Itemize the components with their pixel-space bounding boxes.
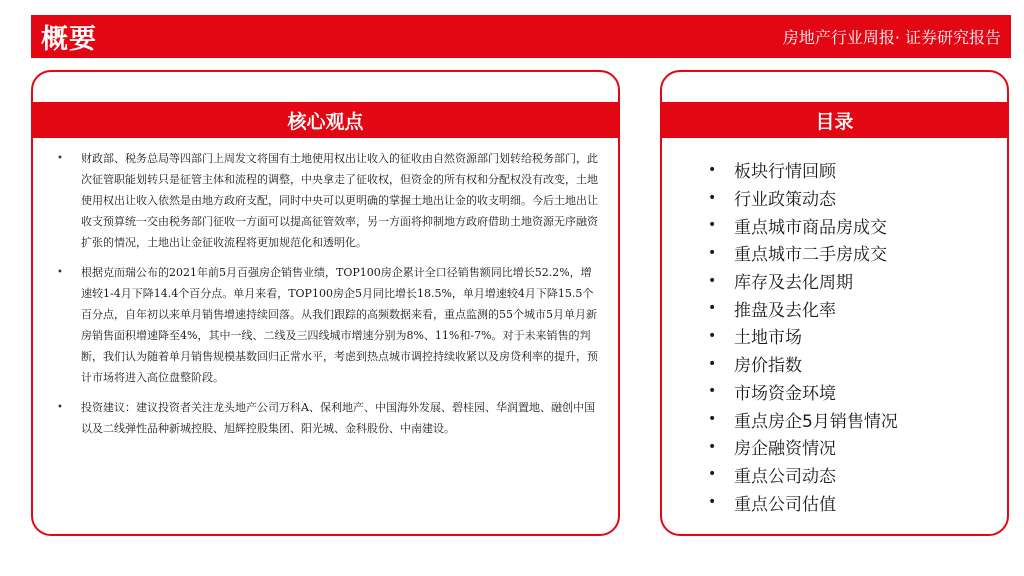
toc-item-label: 推盘及去化率 [734, 300, 836, 321]
toc-item[interactable] [708, 350, 898, 378]
core-point [53, 397, 600, 439]
toc-item[interactable] [708, 322, 898, 350]
toc-item-label: 房企融资情况 [734, 439, 836, 460]
bullet-icon: • [708, 244, 717, 261]
core-point-text: 根据克而瑞公布的2021年前5月百强房企销售业绩，TOP100房企累计全口径销售额同比增长52.2%，增速较1-4月下降14.4个百分点。单月来看，TOP100房企5月同比增长18.5%，单月增速较4月下降15.5个百分点，自年初以来单月销售增速持续回落。从我们跟踪的高频数据来看，重点监测的55个城市5月单月新房销售面积增速降至4%，其中一线、二线及三四线城市增速分别为8%、11%和-7%。对于未来销售的判断，我们认为随着单月销售规模基数回归正常水平，考虑到热点城市调控持续收紧以及房贷利率的提升，预计市场将进入高位盘整阶段。 [81, 266, 598, 384]
bullet-icon: • [708, 217, 717, 234]
bullet-icon: • [57, 402, 63, 413]
toc-item-label: 重点房企5月销售情况 [734, 411, 898, 432]
header-bar [31, 15, 1011, 58]
toc-item-label: 库存及去化周期 [734, 273, 853, 294]
bullet-icon: • [708, 355, 717, 372]
toc-item[interactable] [708, 405, 898, 433]
toc-item-label: 行业政策动态 [734, 190, 836, 211]
toc-item-label: 市场资金环境 [734, 383, 836, 404]
bullet-icon: • [708, 161, 717, 178]
toc-item[interactable] [708, 294, 898, 322]
bullet-icon: • [708, 327, 717, 344]
toc-item[interactable] [708, 156, 898, 184]
bullet-icon: • [708, 411, 717, 428]
toc-item-label: 房价指数 [734, 356, 802, 377]
toc-item[interactable] [708, 211, 898, 239]
toc-item[interactable] [708, 267, 898, 295]
core-point-text: 投资建议：建议投资者关注龙头地产公司万科A、保利地产、中国海外发展、碧桂园、华润置地、融创中国以及二线弹性品种新城控股、旭辉控股集团、阳光城、金科股份、中南建设。 [81, 401, 595, 435]
toc-item[interactable] [708, 488, 898, 516]
toc-item-label: 重点公司动态 [734, 466, 836, 487]
bullet-icon: • [708, 466, 717, 483]
toc-item-label: 重点城市二手房成交 [734, 245, 887, 266]
core-views-panel [31, 70, 620, 536]
core-point [53, 148, 600, 253]
toc-item-label: 重点城市商品房成交 [734, 217, 887, 238]
core-point-text: 财政部、税务总局等四部门上周发文将国有土地使用权出让收入的征收由自然资源部门划转给税务部门，此次征管职能划转只是征管主体和流程的调整，中央拿走了征收权，但资金的所有权和分配权没有改变，土地使用权出让收入依然是由地方政府支配，同时中央可以更明确的掌握土地出让金的收支明细。今后土地出让收支预算统一交由税务部门征收一方面可以提高征管效率，另一方面将抑制地方政府借助土地资源无序融资扩张的情况，土地出让金征收流程将更加规范化和透明化。 [81, 152, 598, 249]
page-title: 概要 [41, 24, 97, 55]
toc-item[interactable] [708, 239, 898, 267]
toc-item-label: 重点公司估值 [734, 494, 836, 515]
toc-item-label: 土地市场 [734, 328, 802, 349]
toc-item[interactable] [708, 378, 898, 406]
bullet-icon: • [708, 438, 717, 455]
bullet-icon: • [57, 267, 63, 278]
toc-panel [660, 70, 1009, 536]
bullet-icon: • [57, 153, 63, 164]
report-subtitle: 房地产行业周报· 证券研究报告 [782, 28, 1001, 47]
bullet-icon: • [708, 300, 717, 317]
bullet-icon: • [708, 272, 717, 289]
toc-item[interactable] [708, 461, 898, 489]
toc-item[interactable] [708, 433, 898, 461]
bullet-icon: • [708, 383, 717, 400]
core-point [53, 262, 600, 388]
toc-item[interactable] [708, 184, 898, 212]
toc-title: 目录 [662, 102, 1007, 138]
toc-item-label: 板块行情回顾 [734, 162, 836, 183]
bullet-icon: • [708, 189, 717, 206]
bullet-icon: • [708, 494, 717, 511]
toc-list [708, 156, 898, 516]
core-views-title: 核心观点 [33, 102, 618, 138]
core-views-list [53, 148, 600, 448]
